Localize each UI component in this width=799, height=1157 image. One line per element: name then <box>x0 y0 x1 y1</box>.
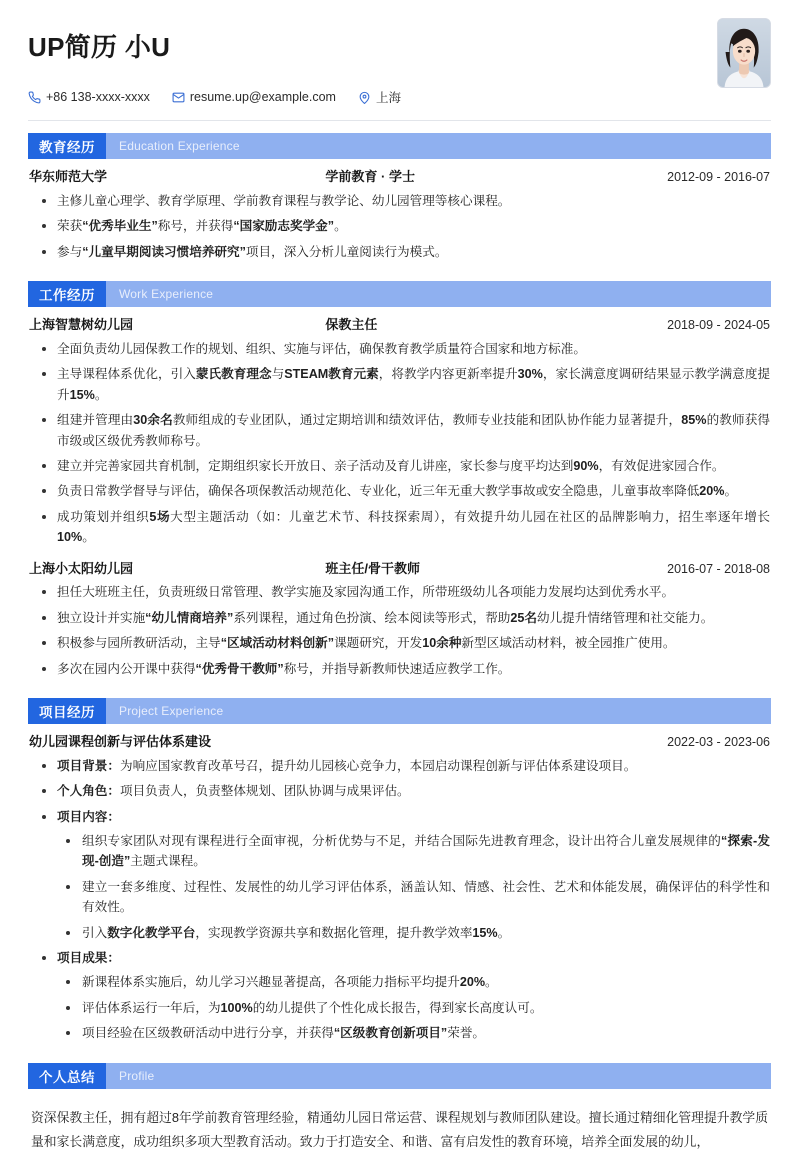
section-band-work <box>28 281 771 307</box>
entry-organization: 华东师范大学 <box>29 168 325 187</box>
bullet-item <box>29 242 770 262</box>
contact-phone-text: +86 138-xxxx-xxxx <box>46 90 150 104</box>
bullet-text: 主导课程体系优化，引入蒙氏教育理念与STEAM教育元素，将教学内容更新率提升30%，家长满意度调研结果显示教学满意度提升15%。 <box>57 367 770 401</box>
section-title-en-education: Education Experience <box>106 133 240 159</box>
bullet-item <box>29 781 770 801</box>
bullet-item <box>29 456 770 476</box>
bullet-item <box>29 410 770 451</box>
resume-header <box>28 0 771 112</box>
bullet-text: 多次在园内公开课中获得“优秀骨干教师”称号，并指导新教师快速适应教学工作。 <box>57 662 510 676</box>
bullet-item <box>29 364 770 405</box>
entry-head <box>29 733 770 752</box>
entry-role: 保教主任 <box>325 316 518 335</box>
bullet-item <box>29 216 770 236</box>
entry-date-range: 2018-09 - 2024-05 <box>518 316 770 334</box>
section-profile <box>28 1063 771 1157</box>
bullet-text: 成功策划并组织5场大型主题活动（如：儿童艺术节、科技探索周），有效提升幼儿园在社区的品牌影响力，招生率逐年增长10%。 <box>57 510 770 544</box>
bullet-item <box>29 807 770 943</box>
bullet-item <box>29 659 770 679</box>
entry-head <box>29 168 770 187</box>
entry <box>29 560 770 679</box>
sub-bullet-item: 引入数字化教学平台，实现教学资源共享和数据化管理，提升教学效率15%。 <box>57 923 770 943</box>
entry-organization: 上海小太阳幼儿园 <box>29 560 325 579</box>
entry-role: 班主任/骨干教师 <box>325 560 518 579</box>
bullet-item <box>29 191 770 211</box>
section-title-en-project: Project Experience <box>106 698 223 724</box>
section-body-work <box>28 307 771 686</box>
bullet-text: 积极参与园所教研活动，主导“区域活动材料创新”课题研究，开发10余种新型区域活动材料，被全园推广使用。 <box>57 636 676 650</box>
entry-bullet-list <box>29 339 770 548</box>
contact-phone[interactable] <box>28 90 150 104</box>
profile-summary-text: 资深保教主任，拥有超过8年学前教育管理经验，精通幼儿园日常运营、课程规划与教师团队建设。擅长通过精细化管理提升教学质量和家长满意度，成功组织多项大型教育活动。致力于打造安全、和谐、富有启发性的教育环境，培养全面发展的幼儿， <box>29 1098 770 1156</box>
bullet-text: 组建并管理由30余名教师组成的专业团队，通过定期培训和绩效评估，教师专业技能和团队协作能力显著提升，85%的教师获得市级或区级优秀教师称号。 <box>57 413 770 447</box>
section-work <box>28 281 771 686</box>
section-title-cn-education: 教育经历 <box>28 133 106 159</box>
bullet-item <box>29 608 770 628</box>
page-title: UP简历 小U <box>28 32 401 63</box>
entry-date-range: 2022-03 - 2023-06 <box>518 733 770 751</box>
location-pin-icon <box>358 91 371 104</box>
entry-organization: 上海智慧树幼儿园 <box>29 316 325 335</box>
contact-location-text: 上海 <box>376 88 401 106</box>
section-project <box>28 698 771 1051</box>
sub-bullet-item: 建立一套多维度、过程性、发展性的幼儿学习评估体系，涵盖认知、情感、社会性、艺术和体能发展，确保评估的科学性和有效性。 <box>57 877 770 918</box>
bullet-text: 主修儿童心理学、教育学原理、学前教育课程与教学论、幼儿园管理等核心课程。 <box>57 194 510 208</box>
bullet-item <box>29 339 770 359</box>
entry-bullet-list <box>29 191 770 262</box>
sections-container <box>28 133 771 1050</box>
section-band-project <box>28 698 771 724</box>
section-title-en-profile: Profile <box>106 1063 154 1089</box>
section-band-profile <box>28 1063 771 1089</box>
bullet-text: 个人角色：项目负责人，负责整体规划、团队协调与成果评估。 <box>57 784 410 798</box>
section-title-cn-project: 项目经历 <box>28 698 106 724</box>
header-divider <box>28 120 771 121</box>
entry-head <box>29 560 770 579</box>
bullet-text: 项目内容： <box>57 810 120 824</box>
entry-role: 学前教育 · 学士 <box>325 168 518 187</box>
contact-email-text: resume.up@example.com <box>190 90 336 104</box>
section-band-education <box>28 133 771 159</box>
portrait-photo <box>718 19 770 87</box>
phone-icon <box>28 91 41 104</box>
bullet-text: 负责日常教学督导与评估，确保各项保教活动规范化、专业化，近三年无重大教学事故或安全隐患，儿童事故率降低20%。 <box>57 484 737 498</box>
contact-row <box>28 88 401 106</box>
entry-date-range: 2012-09 - 2016-07 <box>518 168 770 186</box>
bullet-item <box>29 756 770 776</box>
avatar <box>717 18 771 88</box>
sub-bullet-item: 新课程体系实施后，幼儿学习兴趣显著提高，各项能力指标平均提升20%。 <box>57 972 770 992</box>
entry-organization: 幼儿园课程创新与评估体系建设 <box>29 733 325 752</box>
section-body-project <box>28 724 771 1051</box>
bullet-text: 项目背景：为响应国家教育改革号召，提升幼儿园核心竞争力，本园启动课程创新与评估体系建设项目。 <box>57 759 636 773</box>
header-left <box>28 18 401 106</box>
contact-email[interactable] <box>172 90 336 104</box>
sub-bullet-list <box>57 972 770 1043</box>
sub-bullet-item: 评估体系运行一年后，为100%的幼儿提供了个性化成长报告，得到家长高度认可。 <box>57 998 770 1018</box>
sub-bullet-item: 组织专家团队对现有课程进行全面审视，分析优势与不足，并结合国际先进教育理念，设计出符合儿童发展规律的“探索-发现-创造”主题式课程。 <box>57 831 770 872</box>
bullet-item <box>29 948 770 1044</box>
section-title-cn-work: 工作经历 <box>28 281 106 307</box>
sub-bullet-list <box>57 831 770 943</box>
section-title-cn-profile: 个人总结 <box>28 1063 106 1089</box>
entry-head <box>29 316 770 335</box>
section-body-profile <box>28 1089 771 1157</box>
entry-bullet-list <box>29 756 770 1044</box>
section-title-en-work: Work Experience <box>106 281 213 307</box>
bullet-text: 建立并完善家园共育机制，定期组织家长开放日、亲子活动及育儿讲座，家长参与度平均达到90%，有效促进家园合作。 <box>57 459 725 473</box>
bullet-text: 担任大班班主任，负责班级日常管理、教学实施及家园沟通工作，所带班级幼儿各项能力发展均达到优秀水平。 <box>57 585 674 599</box>
contact-location[interactable] <box>358 88 401 106</box>
envelope-icon <box>172 91 185 104</box>
entry <box>29 733 770 1044</box>
entry-date-range: 2016-07 - 2018-08 <box>518 560 770 578</box>
section-body-education <box>28 159 771 269</box>
bullet-text: 参与“儿童早期阅读习惯培养研究”项目，深入分析儿童阅读行为模式。 <box>57 245 447 259</box>
entry-bullet-list <box>29 582 770 679</box>
bullet-text: 全面负责幼儿园保教工作的规划、组织、实施与评估，确保教育教学质量符合国家和地方标准。 <box>57 342 586 356</box>
section-education <box>28 133 771 269</box>
bullet-item <box>29 582 770 602</box>
sub-bullet-item: 项目经验在区级教研活动中进行分享，并获得“区级教育创新项目”荣誉。 <box>57 1023 770 1043</box>
bullet-text: 荣获“优秀毕业生”称号，并获得“国家励志奖学金”。 <box>57 219 347 233</box>
entry <box>29 168 770 262</box>
entry <box>29 316 770 547</box>
bullet-text: 项目成果： <box>57 951 120 965</box>
bullet-item <box>29 507 770 548</box>
bullet-item <box>29 633 770 653</box>
bullet-text: 独立设计并实施“幼儿情商培养”系列课程，通过角色扮演、绘本阅读等形式，帮助25名幼儿提升情绪管理和社交能力。 <box>57 611 713 625</box>
bullet-item <box>29 481 770 501</box>
